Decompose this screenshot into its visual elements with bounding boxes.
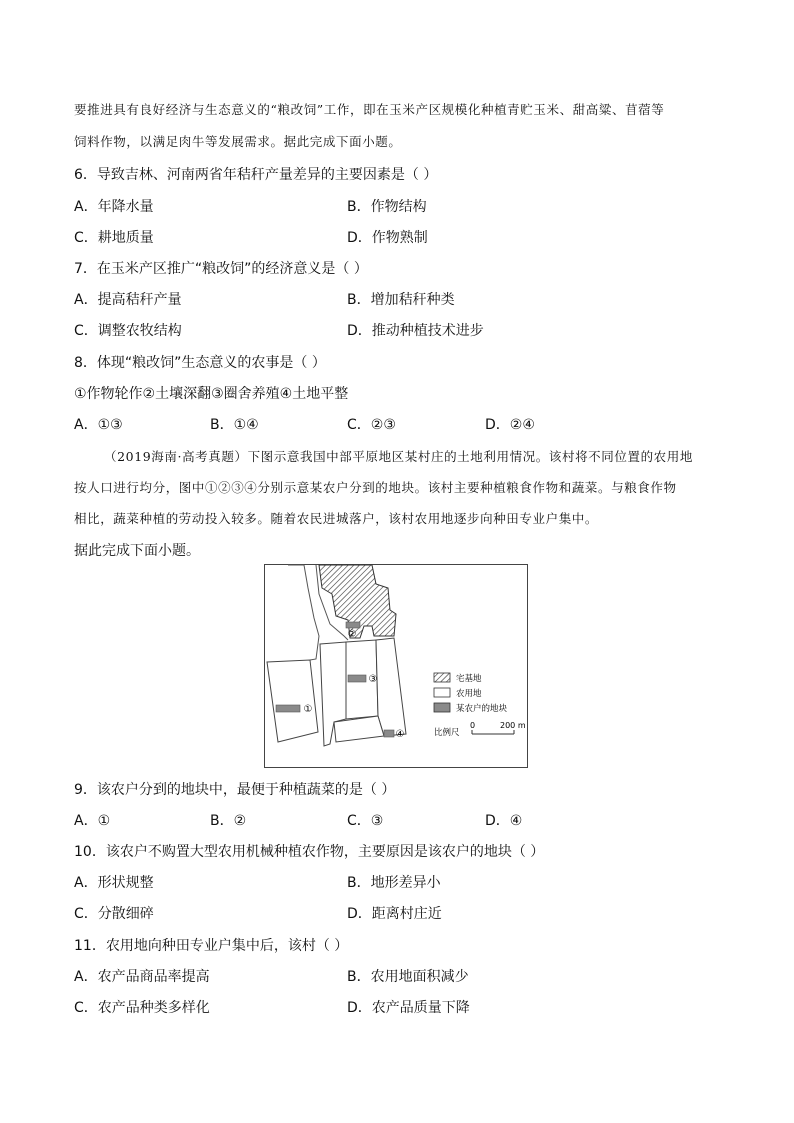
question-6-option-b[interactable]: B．作物结构 [347,199,427,215]
question-9-stem: 9．该农户分到的地块中，最便于种植蔬菜的是（ ） [74,782,396,798]
legend-homestead-label: 宅基地 [456,674,482,684]
question-8-items: ①作物轮作②土壤深翻③圈舍养殖④土地平整 [74,386,349,402]
question-10-stem: 10．该农户不购置大型农用机械种植农作物，主要原因是该农户的地块（ ） [74,844,545,860]
question-9-option-d[interactable]: D．④ [485,813,523,829]
question-6-option-c[interactable]: C．耕地质量 [74,230,154,246]
plot-4 [384,730,394,737]
question-11-option-c[interactable]: C．农产品种类多样化 [74,1000,210,1016]
question-7-option-a[interactable]: A．提高秸秆产量 [74,292,182,308]
question-11-option-b[interactable]: B．农用地面积减少 [347,969,469,985]
question-10-option-d[interactable]: D．距离村庄近 [347,906,442,922]
plot-2 [346,622,360,628]
plot-3 [348,675,366,682]
question-9-option-b[interactable]: B．② [210,813,247,829]
passage-2-line-3: 相比，蔬菜种植的劳动投入较多。随着农民进城落户，该村农用地逐步向种田专业户集中。 [74,511,599,526]
legend-farmland-swatch [434,688,450,697]
question-10-option-a[interactable]: A．形状规整 [74,875,154,891]
question-10-option-c[interactable]: C．分散细碎 [74,906,154,922]
plot-1-label: ① [303,704,313,715]
question-8-option-b[interactable]: B．①④ [210,417,259,433]
question-11-option-d[interactable]: D．农产品质量下降 [347,1000,470,1016]
question-10-option-b[interactable]: B．地形差异小 [347,875,441,891]
question-7-option-d[interactable]: D．推动种植技术进步 [347,323,484,339]
passage-2-line-1: （2019海南·高考真题）下图示意我国中部平原地区某村庄的土地利用情况。该村将不同位置的农用地 [104,449,693,464]
question-8-option-c[interactable]: C．②③ [347,417,396,433]
intro-line-2: 饲料作物，以满足肉牛等发展需求。据此完成下面小题。 [74,134,402,149]
question-8-option-d[interactable]: D．②④ [485,417,535,433]
question-11-option-a[interactable]: A．农产品商品率提高 [74,969,210,985]
scale-value: 200 m [500,721,526,730]
question-11-stem: 11．农用地向种田专业户集中后，该村（ ） [74,938,349,954]
plot-3-label: ③ [368,674,378,685]
question-6-option-d[interactable]: D．作物熟制 [347,230,428,246]
question-8-stem: 8．体现“粮改饲”生态意义的农事是（ ） [74,355,326,371]
question-7-stem: 7．在玉米产区推广“粮改饲”的经济意义是（ ） [74,261,368,277]
passage-2-line-4: 据此完成下面小题。 [74,543,200,559]
question-7-option-b[interactable]: B．增加秸秆种类 [347,292,455,308]
question-6-stem: 6．导致吉林、河南两省年秸秆产量差异的主要因素是（ ） [74,167,438,183]
question-9-option-a[interactable]: A．① [74,813,111,829]
plot-4-label: ④ [395,729,405,740]
question-6-option-a[interactable]: A．年降水量 [74,199,154,215]
land-use-map [264,564,528,768]
plot-2-label: ② [347,629,357,640]
question-8-option-a[interactable]: A．①③ [74,417,123,433]
scale-label: 比例尺 [434,728,460,738]
plot-1 [276,705,300,712]
legend-farmer-plot-swatch [434,703,450,712]
passage-2-line-2: 按人口进行均分，图中①②③④分别示意某农户分到的地块。该村主要种植粮食作物和蔬菜。与粮食作物 [74,480,677,495]
intro-line-1: 要推进具有良好经济与生态意义的“粮改饲”工作，即在玉米产区规模化种植青贮玉米、甜高粱、苜蓿等 [74,102,665,117]
question-9-option-c[interactable]: C．③ [347,813,384,829]
scale-zero: 0 [470,721,476,730]
legend-homestead-swatch [434,673,450,682]
legend-farmland-label: 农用地 [456,689,482,699]
question-7-option-c[interactable]: C．调整农牧结构 [74,323,182,339]
legend-farmer-plot-label: 某农户的地块 [456,704,508,714]
